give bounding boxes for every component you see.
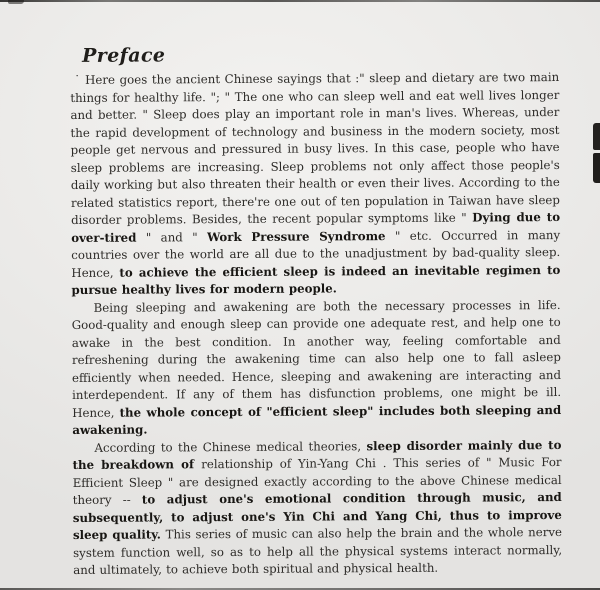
text-run: This series of music can also help the brain and the whole nerve system function well, so as to help all the physical systems interact normally, and ultimately, to achieve both spiritual and physical health.	[73, 525, 563, 577]
scan-artifact-top-edge	[0, 0, 600, 2]
text-run: " etc. Occurred in many countries over the world are all due to the unadjustment by bad-quality sleep. Hence,	[71, 227, 561, 280]
text-run: Being sleeping and awakening are both the necessary processes in life. Good-quality and enough sleep can provide one adequate rest, and help one to awake in the best condition. In another way, feeling comfortable and refreshening during the awakening time can also help one to fall asleep efficiently when needed. Hence, sleeping and awakening are interacting and interdependent. If any of them has disfunction problems, one might be ill. Hence,	[71, 297, 562, 420]
text-run: relationship of Yin-Yang Chi . This series of " Music For Efficient Sleep " are designed exactly according to the above Chinese medical theory --	[72, 455, 562, 507]
preface-paragraph-2	[72, 297, 562, 440]
preface-paragraph-3	[72, 437, 562, 580]
scan-artifact-corner-smudge	[8, 0, 24, 4]
text-run: " and "	[136, 229, 208, 245]
bold-text-run: sleep disorder mainly due to the breakdown of	[72, 437, 562, 472]
text-run: According to the Chinese medical theories,	[94, 438, 367, 455]
scan-artifact-right-mark-1	[593, 123, 600, 150]
bold-text-run: Dying due to over-tired	[71, 210, 561, 245]
text-run: ˙ Here goes the ancient Chinese sayings that :" sleep and dietary are two main things for healthy life. "; " The one who can sleep well and eat well lives longer and better. " Sleep does play an important role in man's lives. Whereas, under the rapid development of technology and business in the modern society, most people get nervous and pressured in busy lives. In this case, people who have sleep problems are increasing. Sleep problems not only affect those people's daily working but also threaten their health or even their lives. According to the related statistics report, there're one out of ten population in Taiwan have sleep disorder problems. Besides, the recent popular symptoms like "	[70, 70, 560, 227]
bold-text-run: the whole concept of "efficient sleep" includes both sleeping and awakening.	[72, 402, 562, 437]
scan-artifact-right-mark-2	[593, 153, 600, 183]
bold-text-run: to adjust one's emotional condition through music, and subsequently, to adjust one's Yin Chi and Yang Chi, thus to improve sleep quality.	[72, 490, 562, 542]
bold-text-run: to achieve the efficient sleep is indeed an inevitable regimen to pursue healthy lives for modern people.	[71, 262, 561, 297]
preface-paragraph-1	[70, 69, 560, 299]
bold-text-run: Work Pressure Syndrome	[206, 228, 386, 244]
preface-text-block	[70, 43, 562, 579]
preface-title: Preface	[81, 44, 166, 67]
